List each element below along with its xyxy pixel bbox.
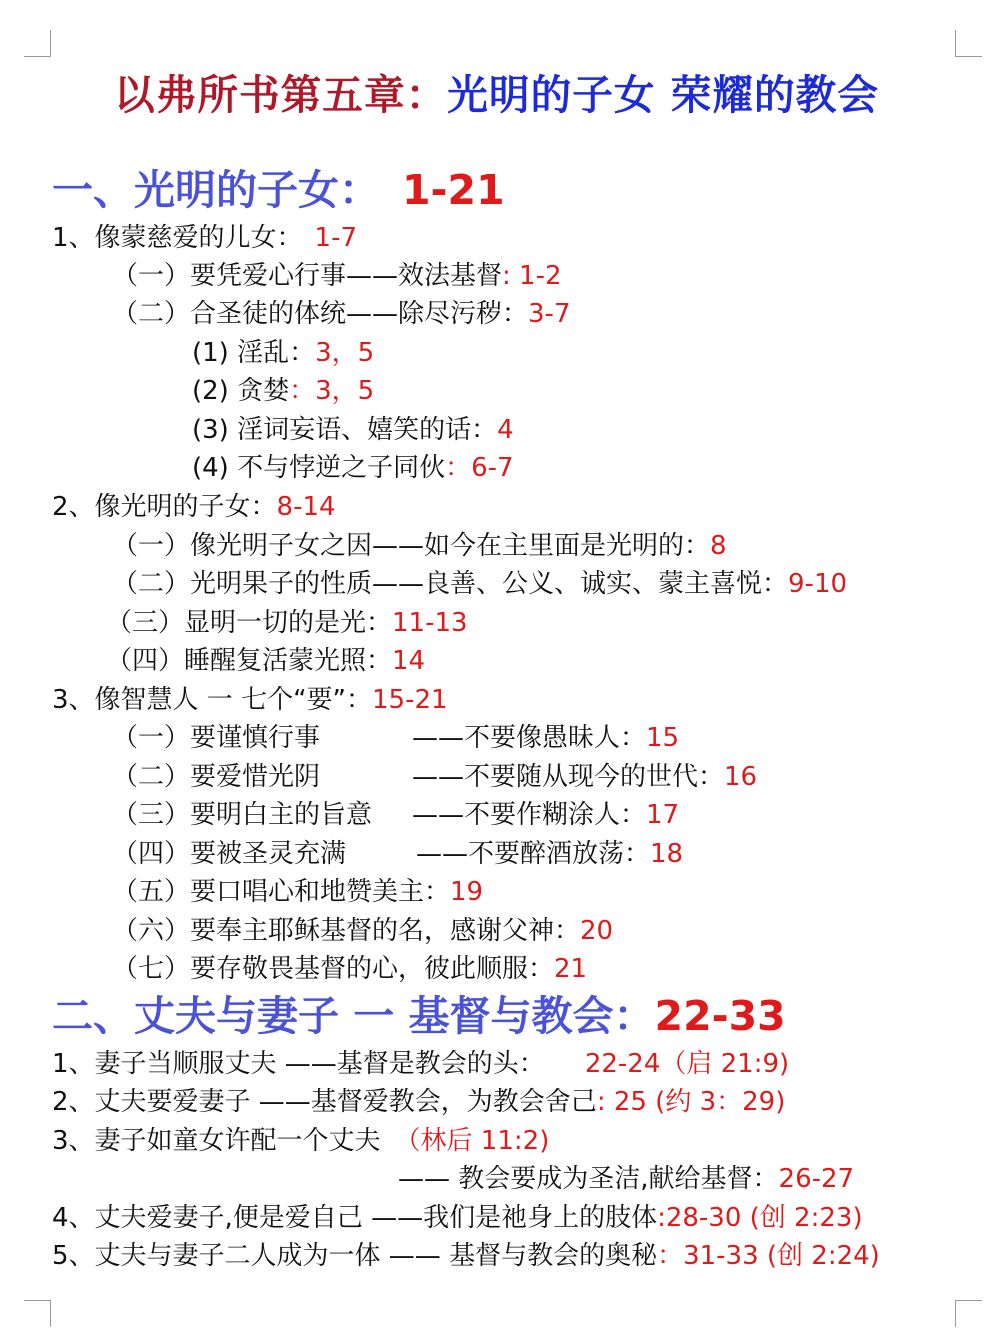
group-3-item-4 [112, 837, 346, 871]
group-3-item-5 [112, 875, 483, 909]
group-3-item-1 [112, 721, 320, 755]
section-1-heading [52, 166, 505, 214]
title-book-chapter: 以弗所书第五章： [114, 71, 448, 119]
item-ref: 4 [497, 415, 514, 445]
group-1-item-2 [112, 297, 570, 331]
item-ref: （林后 11:2) [394, 1126, 550, 1156]
group-2-text: 2、像光明的子女： [52, 492, 277, 522]
item-ref: 26-27 [778, 1164, 855, 1194]
crop-mark-bottom-right [955, 1300, 982, 1327]
group-3-text: 3、像智慧人 一 七个“要”： [52, 685, 373, 715]
group-3-ref: 15-21 [372, 685, 448, 715]
crop-mark-top-right [955, 30, 982, 57]
item-text: （五）要口唱心和地赞美主： [112, 877, 451, 907]
section-2-heading [52, 992, 786, 1040]
group-2-line [52, 490, 336, 524]
group-1-item-1 [112, 259, 562, 293]
item-ref: 8 [710, 531, 727, 561]
section-2-line-4 [52, 1201, 863, 1235]
group-3-item-1-contrast [412, 721, 679, 755]
group-1-subitem-3 [192, 413, 514, 447]
item-text: （四）要被圣灵充满 [112, 839, 347, 869]
item-ref: ：3，5 [289, 376, 375, 406]
item-text: （三）要明白主的旨意 [112, 800, 373, 830]
crop-mark-bottom-left [24, 1300, 51, 1327]
item-text: (3) 淫词妄语、嬉笑的话： [192, 415, 498, 445]
item-ref: ：31-33 (创 2:24) [657, 1241, 880, 1271]
group-1-subitem-2 [192, 374, 374, 408]
group-3-item-7 [112, 952, 587, 986]
group-3-item-4-contrast [416, 837, 683, 871]
item-text: (2) 贪婪 [192, 376, 290, 406]
item-ref: 3，5 [315, 338, 375, 368]
group-1-ref: 1-7 [314, 223, 358, 253]
section-1-title: 一、光明的子女： [52, 166, 380, 214]
group-1-subitem-1 [192, 336, 374, 370]
group-1-subitem-4 [192, 451, 514, 485]
item-text: (4) 不与悖逆之子同伙 [192, 453, 446, 483]
item-ref: 14 [392, 646, 426, 676]
item-ref: 17 [646, 800, 680, 830]
page-title [0, 62, 993, 121]
group-3-item-3-contrast [412, 798, 679, 832]
item-ref: 20 [580, 916, 614, 946]
item-ref: 3-7 [528, 299, 571, 329]
item-text: （二）合圣徒的体统——除尽污秽： [112, 299, 529, 329]
item-text: （六）要奉主耶稣基督的名，感谢父神： [112, 916, 581, 946]
item-text: （二）光明果子的性质——良善、公义、诚实、蒙主喜悦： [112, 569, 789, 599]
section-2-line-3-continuation [398, 1162, 854, 1196]
item-text: （四）睡醒复活蒙光照： [106, 646, 393, 676]
group-3-line [52, 683, 448, 717]
section-2-line-3 [52, 1124, 549, 1158]
crop-mark-top-left [24, 30, 51, 57]
group-3-item-2-contrast [412, 760, 757, 794]
item-text: (1) 淫乱： [192, 338, 316, 368]
item-ref: : 1-2 [502, 261, 562, 291]
item-ref: : 25 (约 3：29) [596, 1087, 786, 1117]
item-text: （三）显明一切的是光： [106, 608, 393, 638]
item-text: 1、妻子当顺服丈夫 ——基督是教会的头： [52, 1049, 545, 1079]
section-2-ref: 22-33 [654, 992, 786, 1040]
item-ref: :28-30 (创 2:23) [657, 1203, 863, 1233]
section-2-title: 二、丈夫与妻子 一 基督与教会： [52, 992, 655, 1040]
group-3-item-3 [112, 798, 372, 832]
item-text: （一）要谨慎行事 [112, 723, 321, 753]
item-ref: 15 [646, 723, 680, 753]
item-text: 5、丈夫与妻子二人成为一体 —— 基督与教会的奥秘 [52, 1241, 658, 1271]
item-ref: ：6-7 [445, 453, 514, 483]
title-theme: 光明的子女 荣耀的教会 [447, 71, 879, 119]
item-ref: 11-13 [392, 608, 468, 638]
item-text: ——不要醉酒放荡： [416, 839, 651, 869]
item-ref: 16 [724, 762, 758, 792]
item-text: ——不要随从现今的世代： [412, 762, 725, 792]
item-text: 3、妻子如童女许配一个丈夫 [52, 1126, 381, 1156]
group-1-text: 1、像蒙慈爱的儿女： [52, 223, 303, 253]
item-text: （一）像光明子女之因——如今在主里面是光明的： [112, 531, 711, 561]
item-text: （一）要凭爱心行事——效法基督 [112, 261, 503, 291]
item-ref: 22-24（启 21:9) [584, 1049, 790, 1079]
item-text: ——不要作糊涂人： [412, 800, 647, 830]
section-2-line-1 [52, 1047, 789, 1081]
group-2-item-4 [106, 644, 425, 678]
section-1-ref: 1-21 [402, 166, 505, 214]
item-text: （七）要存敬畏基督的心，彼此顺服： [112, 954, 555, 984]
section-2-line-2 [52, 1085, 785, 1119]
group-3-item-6 [112, 914, 613, 948]
item-text: —— 教会要成为圣洁,献给基督： [398, 1164, 779, 1194]
item-text: 2、丈夫要爱妻子 ——基督爱教会，为教会舍己 [52, 1087, 597, 1117]
item-ref: 21 [554, 954, 588, 984]
group-3-item-2 [112, 760, 320, 794]
section-2-line-5 [52, 1239, 880, 1273]
group-2-item-2 [112, 567, 847, 601]
group-2-item-1 [112, 529, 727, 563]
item-text: （二）要爱惜光阴 [112, 762, 321, 792]
group-2-item-3 [106, 606, 468, 640]
item-text: ——不要像愚昧人： [412, 723, 647, 753]
item-ref: 9-10 [788, 569, 848, 599]
item-text: 4、丈夫爱妻子,便是爱自己 ——我们是祂身上的肢体 [52, 1203, 658, 1233]
item-ref: 18 [650, 839, 684, 869]
group-2-ref: 8-14 [276, 492, 336, 522]
group-1-line [52, 221, 357, 255]
item-ref: 19 [450, 877, 484, 907]
